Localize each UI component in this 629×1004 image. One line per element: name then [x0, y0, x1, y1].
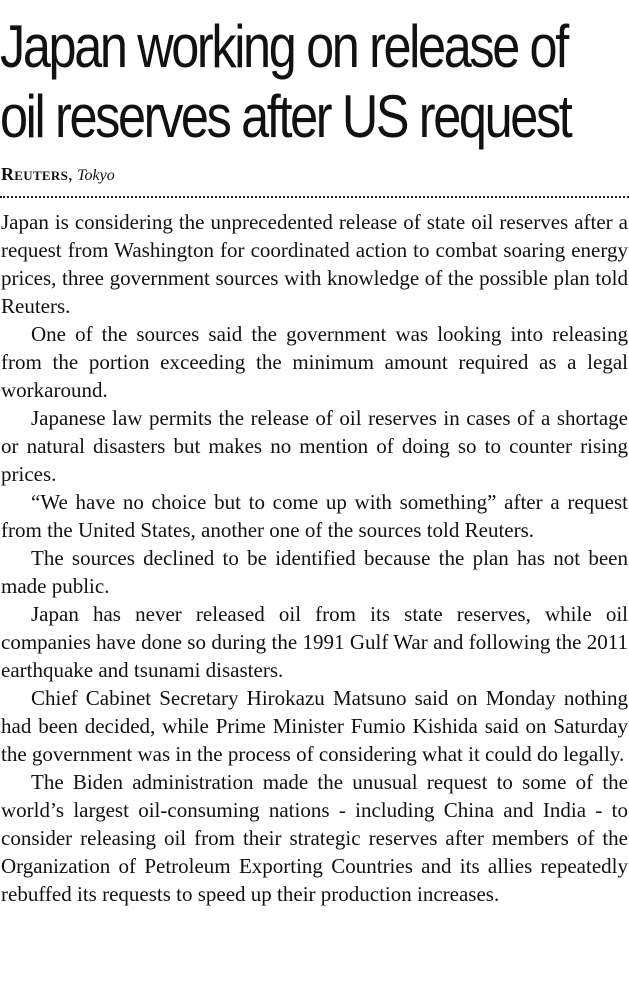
headline: [0, 12, 571, 152]
paragraph-5: The sources declined to be identified because the plan has not been made public.: [1, 546, 628, 598]
paragraph-4: “We have no choice but to come up with something” after a request from the United States, another one of the sources told Reuters.: [1, 490, 628, 542]
byline-separator: ,: [68, 164, 78, 184]
paragraph-2: One of the sources said the government was looking into releasing from the portion exceeding the minimum amount required as a legal workaround.: [1, 322, 628, 402]
dotted-divider: [0, 196, 629, 198]
headline-line-2: oil reserves after US request: [0, 83, 571, 150]
article-body: [1, 208, 628, 908]
byline-dateline: Tokyo: [77, 167, 115, 184]
headline-line-1: Japan working on release of: [0, 13, 567, 80]
paragraph-3: Japanese law permits the release of oil reserves in cases of a shortage or natural disasters but makes no mention of doing so to counter rising prices.: [1, 406, 628, 486]
paragraph-7: Chief Cabinet Secretary Hirokazu Matsuno said on Monday nothing had been decided, while Prime Minister Fumio Kishida said on Saturday the government was in the process of considering what it could do legally.: [1, 686, 628, 766]
byline-agency: Reuters: [1, 164, 69, 184]
paragraph-6: Japan has never released oil from its state reserves, while oil companies have done so during the 1991 Gulf War and following the 2011 earthquake and tsunami disasters.: [1, 602, 628, 682]
paragraph-8: The Biden administration made the unusual request to some of the world’s largest oil-consuming nations - including China and India - to consider releasing oil from their strategic reserves after members of the Organization of Petroleum Exporting Countries and its allies repeatedly rebuffed its requests to speed up their production increases.: [1, 770, 628, 906]
byline: [1, 163, 115, 187]
paragraph-1: Japan is considering the unprecedented release of state oil reserves after a request from Washington for coordinated action to combat soaring energy prices, three government sources with knowledge of the possible plan told Reuters.: [1, 210, 628, 318]
